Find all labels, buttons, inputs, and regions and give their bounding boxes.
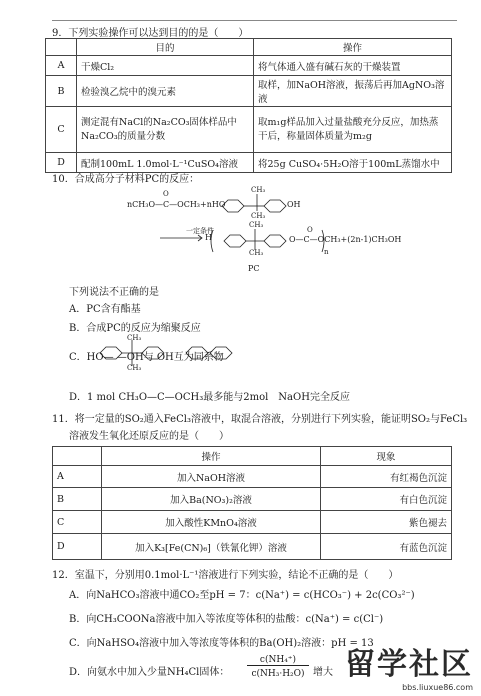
row-operation: 加入K₃[Fe(CN)₆]（铁氰化钾）溶液 [102,534,321,560]
table-row [53,488,452,511]
q11-header-operation: 操作 [102,447,321,466]
q10-stem: 10．合成高分子材料PC的反应： [52,174,200,185]
q9-header-operation: 操作 [254,39,452,56]
row-label: D [46,153,77,173]
q12-fraction-denominator: c(NH₃·H₂O) [251,669,305,679]
q11-header-phenomenon: 现象 [321,447,452,466]
row-label: B [46,76,77,107]
row-label: D [53,534,102,560]
row-label: C [46,107,77,153]
row-phenomenon: 有红褐色沉淀 [321,466,452,488]
row-label: C [53,511,102,534]
table-row [53,466,452,488]
row-operation: 加入Ba(NO₃)₂溶液 [102,488,321,511]
q10-option-c-methyl-bottom: CH₃ [127,364,142,372]
q11-table [52,446,452,560]
q10-methyl-bottom-2: CH₃ [249,249,264,257]
q10-prompt: 下列说法不正确的是 [69,287,159,298]
q10-carbonyl-o-1: O [163,190,169,198]
row-operation: 取样，加NaOH溶液，振荡后再加AgNO₃溶液 [254,76,452,107]
row-operation: 加入酸性KMnO₄溶液 [102,511,321,534]
q11-stem-line1: 11．将一定量的SO₂通入FeCl₃溶液中，取混合溶液，分别进行下列实验，能证明SO₂与FeCl₃ [52,414,468,425]
row-label: A [53,466,102,488]
q11-stem-line2: 溶液发生氧化还原反应的是（ ） [69,431,229,442]
row-operation: 加入NaOH溶液 [102,466,321,488]
q10-carbonyl-o-2: O [307,226,313,234]
q10-option-a: A．PC含有酯基 [69,304,141,315]
q10-product-h: H [205,233,212,242]
row-operation: 将气体通入盛有碱石灰的干燥装置 [254,56,452,76]
q11-header-row [53,447,452,466]
row-phenomenon: 有蓝色沉淀 [321,534,452,560]
q12-option-d-tail: 增大 [313,667,333,678]
watermark-logo-text: 留学社区 [345,647,473,682]
q12-fraction-numerator: c(NH₄⁺) [247,655,309,666]
watermark [345,639,473,692]
q12-option-d: D．向氨水中加入少量NH₄Cl固体： [69,667,230,678]
q12-option-b: B．向CH₃COONa溶液中加入等浓度等体积的盐酸：c(Na⁺) = c(Cl⁻) [69,614,384,625]
row-purpose: 干燥Cl₂ [77,56,254,76]
q10-product-name: PC [248,264,260,273]
row-phenomenon: 有白色沉淀 [321,488,452,511]
q10-product-n: n [324,248,329,256]
row-purpose: 测定混有NaCl的Na₂CO₃固体样品中Na₂CO₃的质量分数 [77,107,254,153]
row-operation: 取m₁g样品加入过量盐酸充分反应，加热蒸干后，称量固体质量为m₂g [254,107,452,153]
q10-reactant1: nCH₃O—C—OCH₃+nHO [127,200,226,209]
q10-option-d: D．1 mol CH₃O—C—OCH₃最多能与2mol NaOH完全反应 [69,392,350,403]
q10-methyl-bottom-1: CH₃ [251,212,266,220]
row-purpose: 配制100mL 1.0mol·L⁻¹CuSO₄溶液 [77,153,254,173]
q10-option-b: B．合成PC的反应为缩聚反应 [69,323,201,334]
q10-option-c: C．HO— —OH与 OH互为同系物 [69,352,224,363]
q9-stem: 9．下列实验操作可以达到目的的是（ ） [52,28,249,39]
q10-product-tail: O—C—OCH₃+(2n-1)CH₃OH [289,235,402,244]
table-row [53,534,452,560]
q10-methyl-top-1: CH₃ [251,186,266,194]
row-purpose: 检验溴乙烷中的溴元素 [77,76,254,107]
q12-stem: 12．室温下，分别用0.1mol·L⁻¹溶液进行下列实验，结论不正确的是（ ） [52,570,399,581]
row-label: B [53,488,102,511]
q10-option-c-methyl-top: CH₃ [127,334,142,342]
row-phenomenon: 紫色褪去 [321,511,452,534]
q9-header-purpose: 目的 [77,39,254,56]
row-operation: 将25g CuSO₄·5H₂O溶于100mL蒸馏水中 [254,153,452,173]
row-label: A [46,56,77,76]
q10-reactant-oh: OH [287,200,301,209]
q12-option-c: C．向NaHSO₄溶液中加入等浓度等体积的Ba(OH)₂溶液：pH = 13 [69,638,374,649]
q10-condition: 一定条件 [186,227,214,235]
table-row [53,511,452,534]
watermark-url: bbs.liuxue86.com [402,683,473,692]
q10-methyl-top-2: CH₃ [249,221,264,229]
q12-option-a: A．向NaHCO₃溶液中通CO₂至pH = 7：c(Na⁺) = c(HCO₃⁻) + 2c(CO₃²⁻) [69,590,415,601]
